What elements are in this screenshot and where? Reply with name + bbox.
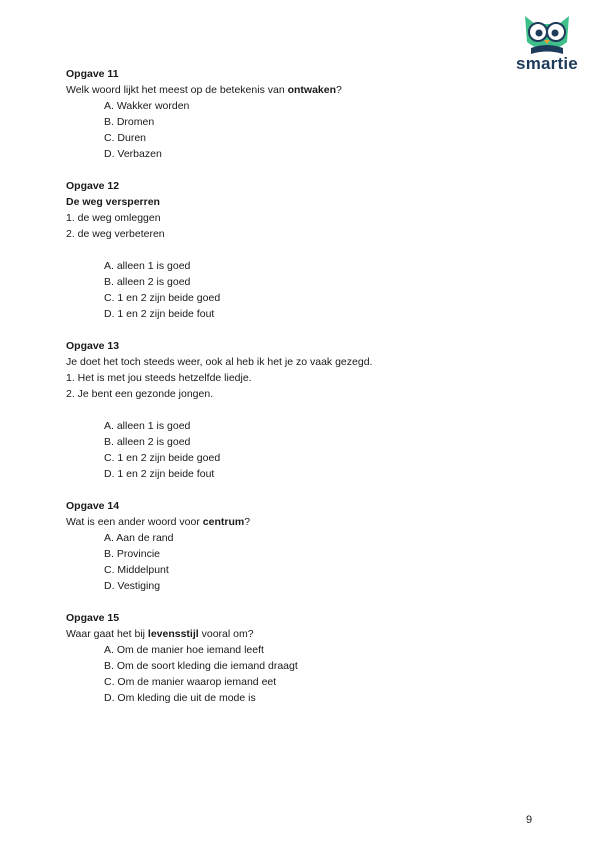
answer-option: A. alleen 1 is goed (104, 420, 191, 432)
smartie-logo (512, 12, 582, 82)
answer-option: C. Om de manier waarop iemand eet (104, 676, 277, 688)
page-number: 9 (526, 814, 533, 826)
answer-options (66, 642, 506, 706)
answer-option: A. Aan de rand (104, 532, 174, 544)
question-title: Opgave 15 (66, 612, 120, 624)
question-12 (66, 178, 506, 322)
logo-wordmark: smartie (516, 54, 578, 73)
question-prompt: De weg versperren (66, 196, 160, 208)
question-title: Opgave 12 (66, 180, 120, 192)
answer-options (66, 98, 506, 162)
statement: 2. Je bent een gezonde jongen. (66, 388, 214, 400)
answer-option: B. Dromen (104, 116, 155, 128)
answer-option: C. 1 en 2 zijn beide goed (104, 292, 221, 304)
answer-option: D. 1 en 2 zijn beide fout (104, 308, 215, 320)
answer-option: D. Verbazen (104, 148, 162, 160)
answer-option: C. Middelpunt (104, 564, 169, 576)
question-title: Opgave 14 (66, 500, 120, 512)
answer-option: D. Vestiging (104, 580, 161, 592)
question-15 (66, 610, 506, 706)
answer-options (66, 530, 506, 594)
statement: 1. Het is met jou steeds hetzelfde liedje. (66, 372, 252, 384)
answer-option: A. Wakker worden (104, 100, 190, 112)
question-13 (66, 338, 506, 482)
answer-options (66, 418, 506, 482)
owl-icon (521, 12, 573, 56)
answer-option: D. Om kleding die uit de mode is (104, 692, 256, 704)
answer-options (66, 258, 506, 322)
question-14 (66, 498, 506, 594)
question-prompt: Wat is een ander woord voor centrum? (66, 516, 251, 528)
question-11 (66, 66, 506, 162)
question-prompt: Waar gaat het bij levensstijl vooral om? (66, 628, 254, 640)
question-title: Opgave 11 (66, 68, 119, 80)
answer-option: B. Provincie (104, 548, 161, 560)
statement: 2. de weg verbeteren (66, 228, 165, 240)
question-prompt: Welk woord lijkt het meest op de betekenis van ontwaken? (66, 84, 342, 96)
answer-option: B. Om de soort kleding die iemand draagt (104, 660, 298, 672)
answer-option: C. Duren (104, 132, 147, 144)
worksheet-content (66, 66, 506, 722)
answer-option: B. alleen 2 is goed (104, 436, 191, 448)
question-title: Opgave 13 (66, 340, 120, 352)
statement: 1. de weg omleggen (66, 212, 161, 224)
answer-option: A. alleen 1 is goed (104, 260, 191, 272)
answer-option: B. alleen 2 is goed (104, 276, 191, 288)
answer-option: C. 1 en 2 zijn beide goed (104, 452, 221, 464)
answer-option: A. Om de manier hoe iemand leeft (104, 644, 264, 656)
answer-option: D. 1 en 2 zijn beide fout (104, 468, 215, 480)
question-prompt: Je doet het toch steeds weer, ook al heb ik het je zo vaak gezegd. (66, 356, 373, 368)
